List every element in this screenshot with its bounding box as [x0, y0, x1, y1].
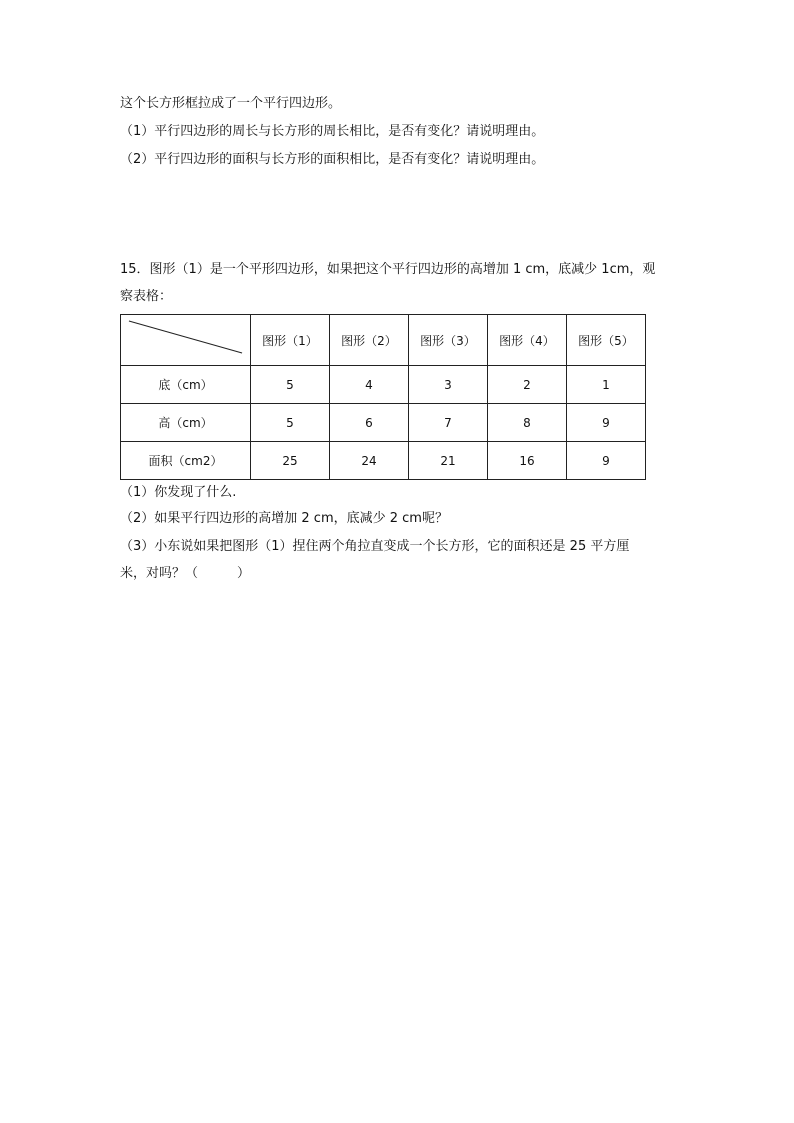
table-header-cell: 图形（5） [567, 315, 646, 366]
sub-question-3-continued: 米，对吗？（ ） [120, 566, 251, 581]
table-row [121, 442, 646, 480]
intro-line: 这个长方形框拉成了一个平行四边形。 [120, 96, 342, 111]
table-cell: 1 [567, 366, 646, 404]
row-label-base: 底（cm） [121, 366, 251, 404]
table-row [121, 366, 646, 404]
table-header-cell: 图形（4） [488, 315, 567, 366]
table-cell: 8 [488, 404, 567, 442]
table-cell: 21 [409, 442, 488, 480]
table-cell: 9 [567, 442, 646, 480]
table-cell: 6 [330, 404, 409, 442]
problem-15-stem-continued: 察表格： [120, 289, 173, 304]
table-cell: 25 [251, 442, 330, 480]
sub-question-3: （3）小东说如果把图形（1）捏住两个角拉直变成一个长方形，它的面积还是 25 平方厘 [120, 539, 630, 554]
table-cell: 4 [330, 366, 409, 404]
table-header-cell: 图形（3） [409, 315, 488, 366]
table-cell: 7 [409, 404, 488, 442]
table-cell: 5 [251, 404, 330, 442]
row-label-area: 面积（cm2） [121, 442, 251, 480]
table-cell: 24 [330, 442, 409, 480]
intro-question-1: （1）平行四边形的周长与长方形的周长相比，是否有变化？请说明理由。 [120, 124, 545, 139]
table-cell: 2 [488, 366, 567, 404]
problem-15-stem: 15．图形（1）是一个平形四边形，如果把这个平行四边形的高增加 1 cm，底减少 1cm，观 [120, 262, 656, 277]
table-corner-cell [121, 315, 251, 366]
sub-question-2: （2）如果平行四边形的高增加 2 cm，底减少 2 cm呢？ [120, 511, 448, 526]
table-header-row [121, 315, 646, 366]
sub-question-1: （1）你发现了什么. [120, 485, 237, 500]
intro-question-2: （2）平行四边形的面积与长方形的面积相比，是否有变化？请说明理由。 [120, 152, 545, 167]
row-label-height: 高（cm） [121, 404, 251, 442]
table-cell: 9 [567, 404, 646, 442]
table-row [121, 404, 646, 442]
table-cell: 3 [409, 366, 488, 404]
diagonal-divider [121, 315, 250, 365]
table-cell: 5 [251, 366, 330, 404]
table-header-cell: 图形（2） [330, 315, 409, 366]
shape-data-table [120, 314, 646, 480]
table-cell: 16 [488, 442, 567, 480]
table-header-cell: 图形（1） [251, 315, 330, 366]
